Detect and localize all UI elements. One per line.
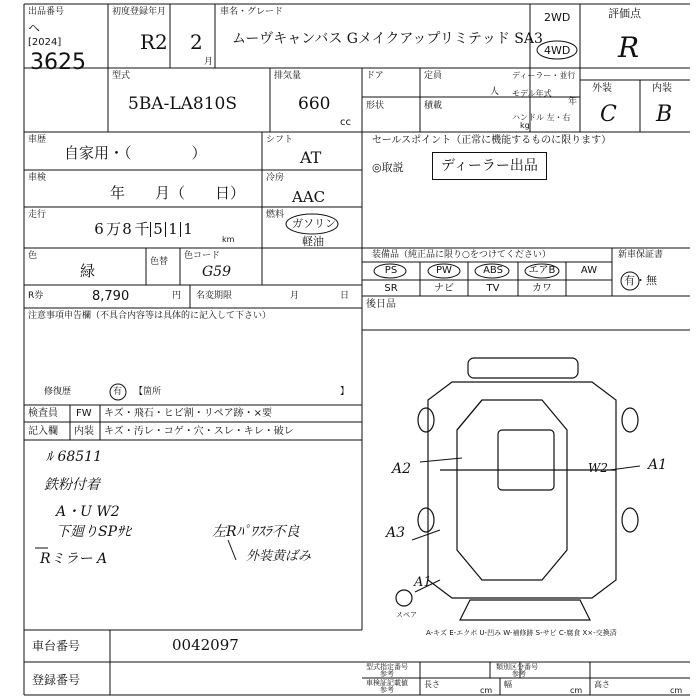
grade-value: R <box>618 31 640 64</box>
interior-label: 内装 <box>652 83 672 94</box>
handle-label: ハンドル 左・右 <box>512 113 571 122</box>
repair-label: 修復歴 <box>44 387 72 397</box>
dealer-label: ディーラー・並行 <box>512 71 576 80</box>
ref-label: 参考 <box>380 686 394 694</box>
equip-ps: PS <box>384 265 398 276</box>
manual-label: ◎取説 <box>372 161 404 174</box>
hand-note: 鉄粉付着 <box>44 477 100 493</box>
fuel-light: 軽油 <box>302 235 324 248</box>
ref-label: 参考 <box>380 670 394 678</box>
shift-label: シフト <box>266 135 294 145</box>
car-diagram-icon <box>396 358 638 620</box>
door-label: ドア <box>366 71 384 81</box>
mileage-digits <box>92 222 195 237</box>
hand-note: 下廻りSPｻﾋ <box>56 524 132 540</box>
color-change-label: 色替 <box>150 257 169 267</box>
inspection-label: 車検 <box>28 173 47 183</box>
interior-items: キズ・汚レ・コゲ・穴・スレ・キレ・破レ <box>104 426 294 437</box>
inspection-value: 年 月（ 日） <box>110 184 246 202</box>
damage-legend: A-キズ E-エクボ U-凹み W-補修跡 S-サビ C-腐食 X×-交換済 <box>426 629 617 637</box>
equip-airbag: エアB <box>528 265 556 276</box>
repair-location-label: 【箇所 <box>134 387 162 397</box>
lot-mark: ヘ <box>28 21 41 35</box>
equip-aw: AW <box>580 265 598 276</box>
mileage-unit-man: 万 <box>106 220 122 238</box>
mileage-unit: km <box>222 235 235 244</box>
registration-label: 登録番号 <box>32 673 81 687</box>
lot-number: 3625 <box>30 50 86 75</box>
mileage-digit: 1 <box>180 222 195 237</box>
cert-label: 車検証記載値 <box>366 679 408 687</box>
fuel-gas: ガソリン <box>292 217 336 230</box>
caution-label: 注意事項申告欄（不具合内容等は具体的に記入して下さい） <box>28 311 272 321</box>
recycle-value: 8,790 <box>92 289 130 304</box>
chassis-value: 0042097 <box>172 636 239 654</box>
history-value: 自家用・（ ） <box>64 144 207 162</box>
name-label: 車名・グレード <box>220 7 284 17</box>
cm-unit: cm <box>570 686 583 695</box>
interior-note-label: 内装 <box>74 426 94 437</box>
spare-label: スペア <box>396 611 417 619</box>
deadline-day: 日 <box>340 291 350 301</box>
inspector-label: 検査員 <box>28 408 58 419</box>
damage-mark-w2: W2 <box>588 461 608 475</box>
mileage-label: 走行 <box>28 210 47 220</box>
drive-4wd: 4WD <box>544 44 571 57</box>
equip-sr: SR <box>384 283 398 294</box>
width-label: 幅 <box>504 680 512 689</box>
lot-label: 出品番号 <box>28 7 65 17</box>
exterior-label: 外装 <box>592 83 612 94</box>
year-mark: [2024] <box>28 37 62 48</box>
color-label: 色 <box>28 251 38 261</box>
ac-value: AAC <box>292 188 326 206</box>
equipment-row-2 <box>362 284 612 294</box>
hand-note: 外装黄ばみ <box>246 549 312 564</box>
model-label: 型式 <box>112 71 131 81</box>
warranty-value: 有・無 <box>624 274 657 287</box>
length-label: 長さ <box>424 680 440 689</box>
displacement-label: 排気量 <box>274 71 302 81</box>
mileage-digit: 1 <box>165 222 180 237</box>
recycle-label: R券 <box>28 291 44 301</box>
reg-year: 2 <box>190 30 203 54</box>
model-year-unit: 年 <box>568 97 578 107</box>
interior-value: B <box>656 102 673 127</box>
model-designation-label: 型式指定番号 <box>366 663 408 671</box>
hand-note: Rミラー A <box>40 551 108 567</box>
equip-leather: カワ <box>532 283 552 294</box>
exterior-value: C <box>600 102 617 127</box>
history-label: 車歴 <box>28 135 47 145</box>
model-value: 5BA-LA810S <box>128 94 237 114</box>
classification-label: 類別区分番号 <box>496 663 538 671</box>
fuel-label: 燃料 <box>266 210 285 220</box>
warranty-label: 新車保証書 <box>618 250 664 260</box>
displacement-unit: cc <box>340 117 351 128</box>
drive-2wd: 2WD <box>544 11 571 24</box>
damage-mark-a1: A1 <box>648 457 668 473</box>
cm-unit: cm <box>670 686 683 695</box>
ac-label: 冷房 <box>266 173 285 183</box>
recycle-yen: 円 <box>172 291 182 301</box>
repair-value: 有 <box>113 387 123 397</box>
damage-mark-a3: A3 <box>386 525 406 541</box>
rear-seat-label: 後日品 <box>366 299 396 310</box>
entry-label: 記入欄 <box>28 426 58 437</box>
damage-mark-a1-front: A1 <box>414 575 432 590</box>
load-unit: kg <box>520 121 530 130</box>
hand-note: ﾙ 68511 <box>46 449 102 465</box>
mileage-unit-sen: 千 <box>134 220 150 238</box>
equip-tv: TV <box>486 283 500 294</box>
displacement-value: 660 <box>298 94 331 114</box>
equip-blank <box>566 284 612 294</box>
sales-points-label: セールスポイント（正常に機能するものに限ります） <box>372 135 612 146</box>
deadline-month: 月 <box>290 291 300 301</box>
equip-abs: ABS <box>483 265 503 276</box>
mileage-digit: 5 <box>150 222 165 237</box>
reg-month-unit: 月 <box>204 57 214 67</box>
shape-label: 形状 <box>366 101 385 111</box>
dealer-stamp: ディーラー出品 <box>432 152 547 180</box>
repair-bracket-end: 】 <box>340 387 350 397</box>
shift-value: AT <box>300 148 322 167</box>
ref-label: 参考 <box>512 670 526 678</box>
equipment-row-1 <box>362 266 612 276</box>
cm-unit: cm <box>480 686 493 695</box>
load-label: 積載 <box>424 101 443 111</box>
reg-era: R2 <box>140 30 168 54</box>
hand-note: A・U W2 <box>56 504 120 520</box>
mileage-digit: 8 <box>122 220 132 238</box>
fw-items: キズ・飛石・ヒビ割・リペア跡・×要 <box>104 408 272 419</box>
capacity-label: 定員 <box>424 71 443 81</box>
damage-mark-a2: A2 <box>392 461 412 477</box>
grade-label: 評価点 <box>608 7 641 20</box>
color-code-label: 色コード <box>184 251 221 261</box>
name-deadline-label: 名変期限 <box>196 291 233 301</box>
color-value: 緑 <box>80 262 96 280</box>
color-code-value: G59 <box>202 264 231 280</box>
car-name: ムーヴキャンバス Gメイクアップリミテッド SA3 <box>232 31 543 47</box>
equip-navi: ナビ <box>434 283 454 294</box>
height-label: 高さ <box>594 680 610 689</box>
first-reg-label: 初度登録年月 <box>112 7 167 17</box>
chassis-label: 車台番号 <box>32 639 81 653</box>
fw-label: FW <box>76 408 92 419</box>
hand-note: 左Rﾊﾟﾜｽﾗ不良 <box>212 524 300 540</box>
equip-pw: PW <box>436 265 452 276</box>
equipment-label: 装備品（純正品に限り○をつけてください） <box>372 250 551 260</box>
capacity-unit: 人 <box>490 87 500 97</box>
model-year-label: モデル年式 <box>512 89 552 98</box>
mileage-digit: 6 <box>94 220 104 238</box>
